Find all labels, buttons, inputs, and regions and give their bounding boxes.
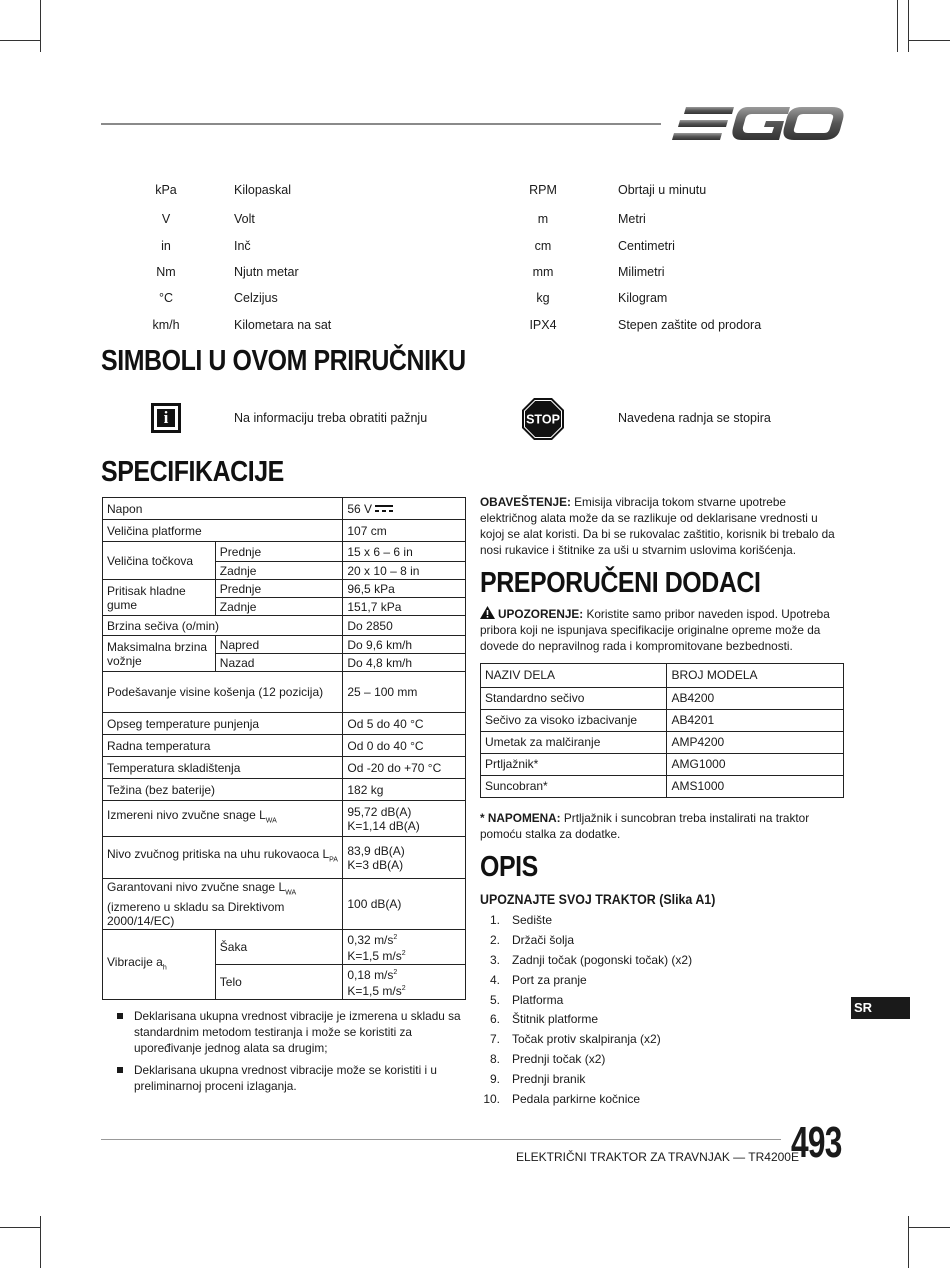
spec-value: 20 x 10 – 8 in — [343, 562, 466, 580]
unit-name: Centimetri — [618, 239, 675, 253]
crop-mark — [897, 0, 898, 52]
unit-abbr: RPM — [529, 183, 557, 197]
unit-name: Volt — [234, 212, 255, 226]
list-item — [480, 993, 780, 1013]
unit-row — [0, 318, 950, 336]
unit-abbr: °C — [158, 291, 174, 305]
crop-mark — [0, 40, 40, 41]
list-number: 3. — [489, 952, 500, 967]
footer-rule — [101, 1139, 781, 1140]
unit-abbr: kPa — [155, 183, 177, 197]
superscript: 2 — [401, 985, 406, 993]
list-item — [480, 973, 780, 993]
spec-sublabel: Nazad — [215, 654, 343, 672]
table-row — [481, 754, 844, 776]
list-number: 5. — [489, 992, 500, 1007]
list-text: Zadnji točak (pogonski točak) (x2) — [512, 952, 693, 967]
vib-body-uncertainty: K=1,5 m/s — [347, 984, 402, 999]
table-row — [103, 636, 466, 654]
table-row — [481, 732, 844, 754]
spec-value: 107 cm — [343, 520, 466, 542]
column-header: BROJ MODELA — [667, 664, 844, 688]
spec-label: Pritisak hladne gume — [103, 580, 216, 616]
spec-sublabel: Telo — [215, 965, 343, 1000]
crop-mark — [908, 40, 950, 41]
unit-abbr: kg — [536, 291, 550, 305]
spec-sublabel: Prednje — [215, 580, 343, 598]
spec-label: Veličina platforme — [103, 520, 343, 542]
superscript: 2 — [401, 950, 406, 958]
model-number: AMS1000 — [667, 776, 844, 798]
list-item — [480, 1072, 780, 1092]
unit-abbr: mm — [532, 265, 554, 279]
vibration-notes — [102, 1008, 470, 1100]
unit-abbr: Nm — [156, 265, 176, 279]
superscript: 2 — [393, 969, 398, 977]
spec-label — [103, 879, 343, 930]
model-number: AMG1000 — [667, 754, 844, 776]
spec-value: Do 4,8 km/h — [343, 654, 466, 672]
spec-label: Veličina točkova — [103, 542, 216, 580]
unit-name: Inč — [234, 239, 251, 253]
unit-abbr: km/h — [152, 318, 180, 332]
spec-value: 100 dB(A) — [343, 879, 466, 930]
symbols-heading: SIMBOLI U OVOM PRIRUČNIKU — [101, 345, 466, 377]
unit-abbr: in — [161, 239, 171, 253]
list-text: Sedište — [512, 913, 553, 927]
unit-name: Obrtaji u minutu — [618, 183, 707, 197]
description-heading: OPIS — [480, 851, 538, 883]
list-text: Točak protiv skalpiranja (x2) — [512, 1032, 661, 1047]
footnote-label: * NAPOMENA: — [480, 811, 561, 825]
info-icon — [151, 403, 181, 433]
spec-label: Opseg temperature punjenja — [103, 713, 343, 735]
glwa-sub: WA — [285, 889, 297, 897]
part-name: Prtljažnik* — [481, 754, 667, 776]
spec-label — [103, 837, 343, 879]
list-number: 4. — [489, 972, 500, 987]
vib-body-value: 0,18 m/s — [347, 968, 394, 983]
spec-value: 151,7 kPa — [343, 598, 466, 616]
part-name: Standardno sečivo — [481, 688, 667, 710]
crop-mark — [40, 0, 41, 52]
list-item — [480, 1092, 780, 1112]
specifications-heading: SPECIFIKACIJE — [101, 456, 284, 488]
unit-name: Milimetri — [618, 265, 665, 279]
unit-row — [0, 212, 950, 230]
spec-label: Radna temperatura — [103, 735, 343, 757]
notice-text: Emisija vibracija tokom stvarne upotrebe električnog alata može da se razlikuje od deklarisane vrednosti u kojoj se alat koristi. Da bi se rukovalac zaštitio, korisnik bi trebalo da nosi rukavice i štitnike za uši u stvarnim uslovima korišćenja. — [480, 495, 835, 557]
warning-label: UPOZORENJE: — [498, 607, 584, 621]
table-row — [103, 498, 466, 520]
info-icon-glyph: i — [157, 409, 175, 427]
lpa-value: 83,9 dB(A) — [347, 843, 405, 858]
list-text: Platforma — [512, 992, 564, 1007]
list-text: Držači šolja — [512, 932, 575, 947]
spec-value: Do 2850 — [343, 616, 466, 636]
list-item — [480, 913, 780, 933]
spec-value — [343, 965, 466, 1000]
unit-name: Celzijus — [234, 291, 278, 305]
spec-value: Od 0 do 40 °C — [343, 735, 466, 757]
lpa-uncertainty: K=3 dB(A) — [347, 857, 404, 872]
unit-name: Metri — [618, 212, 646, 226]
table-row — [103, 580, 466, 598]
ego-logo — [672, 103, 844, 145]
spec-label: Brzina sečiva (o/min) — [103, 616, 343, 636]
unit-name: Stepen zaštite od prodora — [618, 318, 762, 332]
list-number: 7. — [489, 1032, 500, 1047]
spec-value — [343, 837, 466, 879]
list-number: 9. — [489, 1072, 500, 1087]
spec-value: Od 5 do 40 °C — [343, 713, 466, 735]
spec-value — [343, 498, 466, 520]
spec-label — [103, 801, 343, 837]
spec-value-text: 56 V — [347, 501, 373, 516]
spec-label: Težina (bez baterije) — [103, 779, 343, 801]
notice-label: OBAVEŠTENJE: — [480, 495, 571, 509]
lwa-value: 95,72 dB(A) — [347, 804, 412, 819]
model-number: AB4201 — [667, 710, 844, 732]
spec-value: Do 9,6 km/h — [343, 636, 466, 654]
unit-abbr: cm — [534, 239, 552, 253]
table-row — [103, 735, 466, 757]
warning-paragraph — [480, 606, 846, 654]
spec-value: Od -20 do +70 °C — [343, 757, 466, 779]
list-number: 10. — [483, 1092, 500, 1107]
crop-mark — [908, 1227, 950, 1228]
warning-text: Koristite samo pribor naveden ispod. Upotreba pribora koji ne ispunjava specifikacije originalne opreme može da dovede do nepravilnog rada i kompromitovane bezbednosti. — [480, 607, 830, 653]
list-item — [480, 953, 780, 973]
table-row — [481, 710, 844, 732]
table-row — [103, 713, 466, 735]
vib-sub: h — [162, 964, 167, 972]
list-number: 8. — [489, 1052, 500, 1067]
list-text: Prednji točak (x2) — [512, 1052, 606, 1067]
bullet-square-icon — [117, 1067, 123, 1073]
glwa-label: Garantovani nivo zvučne snage L — [107, 880, 286, 894]
model-number: AMP4200 — [667, 732, 844, 754]
spec-label: Temperatura skladištenja — [103, 757, 343, 779]
language-tab: SR — [851, 997, 910, 1019]
spec-sublabel: Napred — [215, 636, 343, 654]
crop-mark — [908, 1216, 909, 1268]
spec-label: Podešavanje visine košenja (12 pozicija) — [103, 672, 343, 713]
crop-mark — [40, 1216, 41, 1268]
model-number: AB4200 — [667, 688, 844, 710]
table-row — [481, 776, 844, 798]
spec-value: 25 – 100 mm — [343, 672, 466, 713]
stop-icon — [521, 397, 565, 441]
warning-icon — [480, 606, 495, 619]
part-name: Suncobran* — [481, 776, 667, 798]
unit-row — [0, 265, 950, 283]
list-item — [480, 933, 780, 953]
list-number: 1. — [489, 913, 500, 927]
list-text: Štitnik platforme — [512, 1012, 599, 1027]
spec-value — [343, 801, 466, 837]
notice-paragraph — [480, 494, 845, 558]
list-number: 6. — [489, 1012, 500, 1027]
table-row — [103, 757, 466, 779]
info-symbol-text: Na informaciju treba obratiti pažnju — [234, 411, 428, 425]
unit-row — [0, 239, 950, 257]
vib-hand-uncertainty: K=1,5 m/s — [347, 949, 402, 964]
list-number: 2. — [489, 932, 500, 947]
spec-label: Napon — [103, 498, 343, 520]
accessories-heading: PREPORUČENI DODACI — [480, 567, 761, 599]
unit-abbr: m — [537, 212, 549, 226]
spec-value: 96,5 kPa — [343, 580, 466, 598]
table-row — [103, 801, 466, 837]
list-item — [480, 1052, 780, 1072]
bullet-square-icon — [117, 1013, 123, 1019]
spec-sublabel: Zadnje — [215, 598, 343, 616]
spec-value: 182 kg — [343, 779, 466, 801]
table-row — [103, 879, 466, 930]
description-subheading: UPOZNAJTE SVOJ TRAKTOR (Slika A1) — [480, 892, 716, 907]
unit-abbr: IPX4 — [529, 318, 557, 332]
table-row — [103, 837, 466, 879]
list-text: Pedala parkirne kočnice — [512, 1092, 641, 1107]
lpa-label: Nivo zvučnog pritiska na uhu rukovaoca L — [107, 847, 330, 862]
list-item — [480, 1012, 780, 1032]
spec-sublabel: Šaka — [215, 930, 343, 965]
footnote-text: Prtljažnik i suncobran treba instalirati na traktor pomoću stalka za dodatke. — [480, 811, 810, 841]
vib-hand-value: 0,32 m/s — [347, 933, 394, 948]
bullet-text: Deklarisana ukupna vrednost vibracije može se koristiti i u preliminarnoj proceni izlaganja. — [134, 1063, 437, 1093]
spec-value: 15 x 6 – 6 in — [343, 542, 466, 562]
lwa-label: Izmereni nivo zvučne snage L — [107, 808, 266, 823]
dc-symbol-icon — [375, 504, 393, 514]
bullet-text: Deklarisana ukupna vrednost vibracije je izmerena u skladu sa standardnim metodom testiranja i može se koristiti za upoređivanje jednog alata sa drugim; — [134, 1009, 461, 1055]
unit-abbr: V — [161, 212, 171, 226]
crop-mark — [0, 1227, 40, 1228]
spec-sublabel: Prednje — [215, 542, 343, 562]
table-row — [103, 542, 466, 562]
table-row — [103, 616, 466, 636]
stop-symbol-text: Navedena radnja se stopira — [618, 411, 771, 425]
list-text: Port za pranje — [512, 972, 587, 987]
stop-icon-label: STOP — [526, 412, 560, 427]
spec-label: Maksimalna brzina vožnje — [103, 636, 216, 672]
list-item — [480, 1032, 780, 1052]
part-name: Sečivo za visoko izbacivanje — [481, 710, 667, 732]
accessories-footnote — [480, 810, 846, 842]
superscript: 2 — [393, 934, 398, 942]
unit-row — [0, 183, 950, 201]
list-item — [102, 1062, 470, 1094]
unit-name: Kilometara na sat — [234, 318, 332, 332]
table-row — [103, 520, 466, 542]
unit-name: Kilopaskal — [234, 183, 291, 197]
list-item — [102, 1008, 470, 1056]
lwa-sub: WA — [265, 817, 277, 825]
spec-sublabel: Zadnje — [215, 562, 343, 580]
column-header: NAZIV DELA — [481, 664, 667, 688]
table-row — [103, 672, 466, 713]
unit-name: Njutn metar — [234, 265, 299, 279]
crop-mark — [908, 0, 909, 52]
parts-list — [480, 913, 780, 1112]
specifications-table — [102, 497, 466, 1000]
table-row — [481, 688, 844, 710]
lwa-uncertainty: K=1,14 dB(A) — [347, 818, 420, 833]
spec-label — [103, 930, 216, 1000]
part-name: Umetak za malčiranje — [481, 732, 667, 754]
unit-row — [0, 291, 950, 309]
header-rule — [101, 123, 661, 125]
spec-value — [343, 930, 466, 965]
table-header-row — [481, 664, 844, 688]
glwa-label-2: (izmereno u skladu sa Direktivom 2000/14/EC) — [107, 900, 285, 929]
table-row — [103, 779, 466, 801]
vib-label: Vibracije a — [107, 954, 163, 969]
table-row — [103, 930, 466, 965]
lpa-sub: PA — [329, 856, 338, 864]
list-text: Prednji branik — [512, 1072, 586, 1087]
accessories-table — [480, 663, 844, 798]
page-number: 493 — [791, 1118, 842, 1167]
unit-name: Kilogram — [618, 291, 668, 305]
footer-title: ELEKTRIČNI TRAKTOR ZA TRAVNJAK — TR4200E — [516, 1150, 799, 1164]
